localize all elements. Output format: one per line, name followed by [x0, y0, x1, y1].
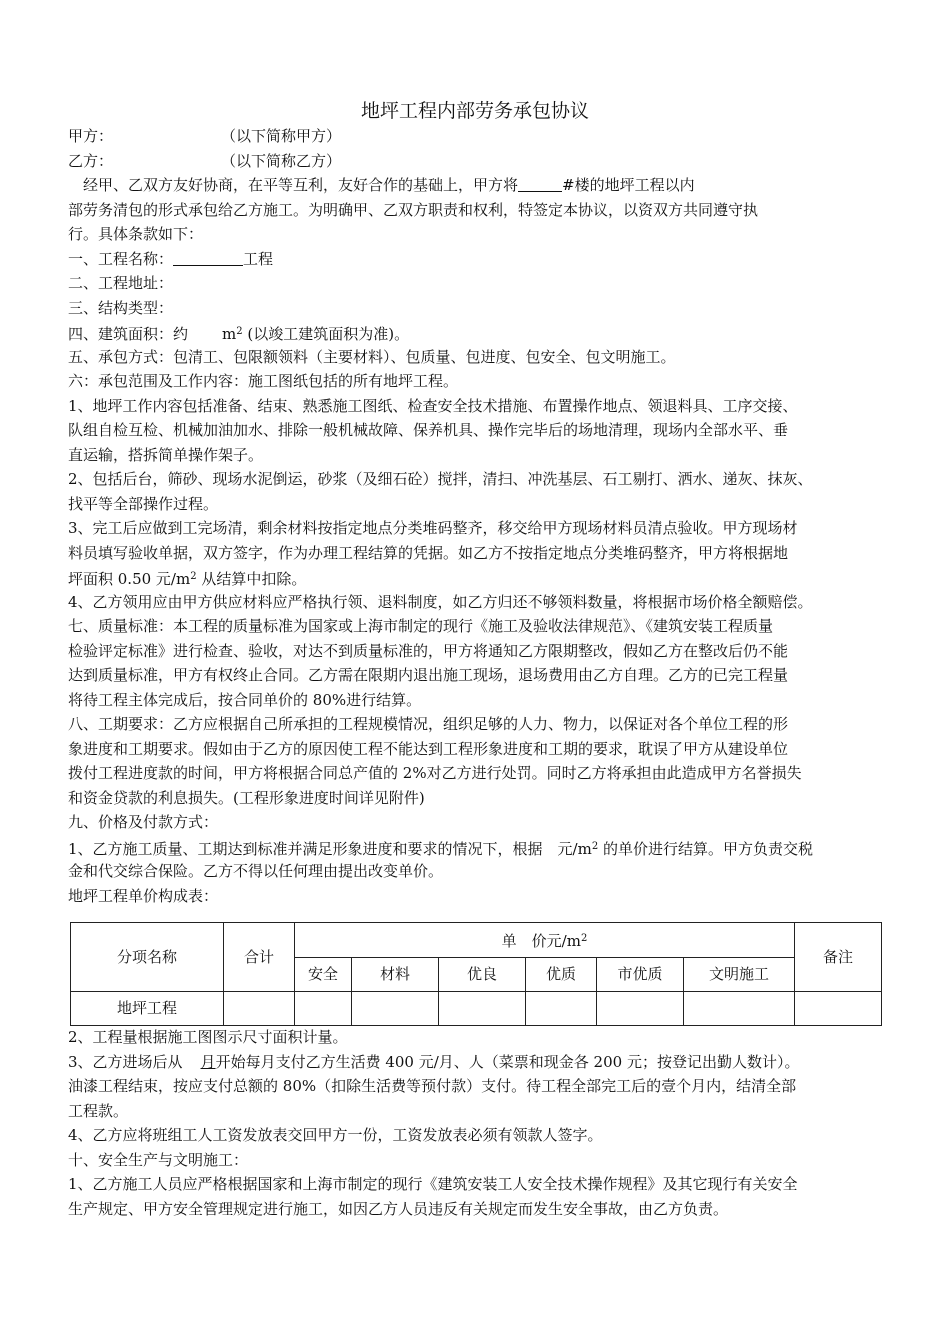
subheader-material: 材料 [352, 958, 439, 992]
scope-item-1-line-1: 1、地坪工作内容包括准备、结束、熟悉施工图纸、检查安全技术措施、布置操作地点、领退料具、工序交接、 [68, 396, 798, 415]
intro-line-1: 经甲、乙双方友好协商，在平等互利，友好合作的基础上，甲方将 #楼的地坪工程以内 [68, 176, 695, 194]
section-5-method: 五、承包方式：包清工、包限额领料（主要材料）、包质量、包进度、包安全、包文明施工。 [68, 347, 676, 366]
section-9-heading: 九、价格及付款方式： [68, 813, 219, 831]
cell-good[interactable] [439, 992, 526, 1026]
party-a-label: 甲方： [68, 127, 114, 145]
party-b-line [68, 149, 888, 174]
section-6-scope: 六：承包范围及工作内容：施工图纸包括的所有地坪工程。 [68, 372, 459, 390]
cell-city-excellent[interactable] [597, 992, 684, 1026]
building-number-blank[interactable] [518, 175, 562, 192]
subheader-good: 优良 [439, 958, 526, 992]
table-header-row-1 [71, 923, 882, 958]
section-8-line-3: 拨付工程进度款的时间，甲方将根据合同总产值的 2%对乙方进行处罚。同时乙方将承担由此造成甲方名誉损失 [68, 764, 802, 782]
header-note: 备注 [795, 923, 882, 992]
scope-item-2-line-2: 找平等全部操作过程。 [68, 494, 219, 513]
scope-item-3-line-2: 料员填写验收单据，双方签字，作为办理工程结算的凭据。如乙方不按指定地点分类堆码整齐，甲方将根据地 [68, 543, 789, 562]
cell-civilized[interactable] [684, 992, 795, 1026]
party-b-label: 乙方： [68, 151, 114, 170]
section-9-item-2: 2、工程量根据施工图图示尺寸面积计量。 [68, 1028, 348, 1046]
party-a-line [68, 124, 888, 149]
header-total: 合计 [224, 923, 295, 992]
section-3-structure: 三、结构类型： [68, 298, 174, 317]
section-10-heading: 十、安全生产与文明施工： [68, 1150, 249, 1169]
table-caption: 地坪工程单价构成表： [68, 886, 219, 905]
cell-material[interactable] [352, 992, 439, 1026]
subheader-city-excellent: 市优质 [597, 958, 684, 992]
section-4-area: 四、建筑面积：约 $m^2$ (以竣工建筑面积为准)。 [68, 325, 410, 343]
table-row [71, 992, 882, 1026]
scope-item-1-line-3: 直运输，搭拆简单操作架子。 [68, 445, 264, 464]
party-b-note: （以下简称乙方） [221, 151, 342, 170]
subheader-civilized: 文明施工 [684, 958, 795, 992]
section-9-item-1-line-2: 金和代交综合保险。乙方不得以任何理由提出改变单价。 [68, 862, 444, 880]
section-7-line-4: 将待工程主体完成后，按合同单价的 80%进行结算。 [68, 690, 422, 709]
section-8-line-2: 象进度和工期要求。假如由于乙方的原因使工程不能达到工程形象进度和工期的要求，耽误了甲方从建设单位 [68, 739, 789, 758]
section-10-item-1-line-1: 1、乙方施工人员应严格根据国家和上海市制定的现行《建筑安装工人安全技术操作规程》及其它现行有关安全 [68, 1175, 798, 1193]
scope-item-3-line-3: 坪面积 0.50 元$/m^2$ 从结算中扣除。 [68, 570, 307, 588]
section-1-project-name: 一、工程名称： 工程 [68, 249, 274, 268]
unit-price-table [70, 922, 882, 1026]
scope-item-2-line-1: 2、包括后台，筛砂、现场水泥倒运，砂浆（及细石砼）搅拌，清扫、冲洗基层、石工剔打、洒水、递灰、抹灰、 [68, 470, 813, 488]
document-title: 地坪工程内部劳务承包协议 [360, 100, 589, 122]
section-8-line-1: 八、工期要求：乙方应根据自己所承担的工程规模情况，组织足够的人力、物力，以保证对各个单位工程的形 [68, 715, 789, 733]
header-item-name: 分项名称 [71, 923, 224, 992]
section-9-item-3-line-3: 工程款。 [68, 1101, 129, 1120]
subheader-safety: 安全 [295, 958, 352, 992]
party-a-note: （以下简称甲方） [221, 127, 342, 145]
intro-line-2: 部劳务清包的形式承包给乙方施工。为明确甲、乙双方职责和权利，特签定本协议，以资双方共同遵守执 [68, 200, 759, 219]
post-table-block [68, 1025, 888, 1221]
party-block [68, 124, 888, 908]
section-2-address: 二、工程地址： [68, 274, 174, 292]
scope-item-4: 4、乙方领用应由甲方供应材料应严格执行领、退料制度，如乙方归还不够领料数量，将根据市场价格全额赔偿。 [68, 592, 813, 611]
section-10-item-1-line-2: 生产规定、甲方安全管理规定进行施工，如因乙方人员违反有关规定而发生安全事故，由乙方负责。 [68, 1199, 729, 1218]
section-7-line-3: 达到质量标准，甲方有权终止合同。乙方需在限期内退出施工现场，退场费用由乙方自理。乙方的已完工程量 [68, 666, 789, 684]
subheader-excellent: 优质 [526, 958, 597, 992]
section-7-line-1: 七、质量标准：本工程的质量标准为国家或上海市制定的现行《施工及验收法律规范》、《建筑安装工程质量 [68, 617, 774, 635]
cell-excellent[interactable] [526, 992, 597, 1026]
section-9-item-4: 4、乙方应将班组工人工资发放表交回甲方一份，工资发放表必须有领款人签字。 [68, 1126, 603, 1144]
section-9-item-3-line-1: 3、乙方进场后从 月开始每月支付乙方生活费 400 元/月、人（菜票和现金各 200 元；按登记出勤人数计）。 [68, 1052, 800, 1071]
header-unit-price: 单 价元$/m^2$ [295, 923, 795, 958]
section-9-item-1-line-1: 1、乙方施工质量、工期达到标准并满足形象进度和要求的情况下，根据 元$/m^2$ 的单价进行结算。甲方负责交税 [68, 839, 813, 858]
section-9-item-3-line-2: 油漆工程结束，按应支付总额的 80%（扣除生活费等预付款）支付。待工程全部完工后的壹个月内，结清全部 [68, 1077, 797, 1095]
section-7-line-2: 检验评定标准》进行检查、验收，对达不到质量标准的，甲方将通知乙方限期整改，假如乙方在整改后仍不能 [68, 641, 789, 660]
project-name-blank[interactable] [173, 249, 243, 266]
cell-note[interactable] [795, 992, 882, 1026]
scope-item-3-line-1: 3、完工后应做到工完场清，剩余材料按指定地点分类堆码整齐，移交给甲方现场材料员清点验收。甲方现场材 [68, 519, 798, 537]
intro-line-3: 行。具体条款如下： [68, 225, 204, 243]
cell-safety[interactable] [295, 992, 352, 1026]
row-label: 地坪工程 [71, 992, 224, 1026]
cell-total[interactable] [224, 992, 295, 1026]
section-8-line-4: 和资金贷款的利息损失。(工程形象进度时间详见附件) [68, 788, 425, 807]
scope-item-1-line-2: 队组自检互检、机械加油加水、排除一般机械故障、保养机具、操作完毕后的场地清理，现场内全部水平、垂 [68, 421, 789, 439]
start-month-blank[interactable]: 月 [200, 1052, 216, 1071]
